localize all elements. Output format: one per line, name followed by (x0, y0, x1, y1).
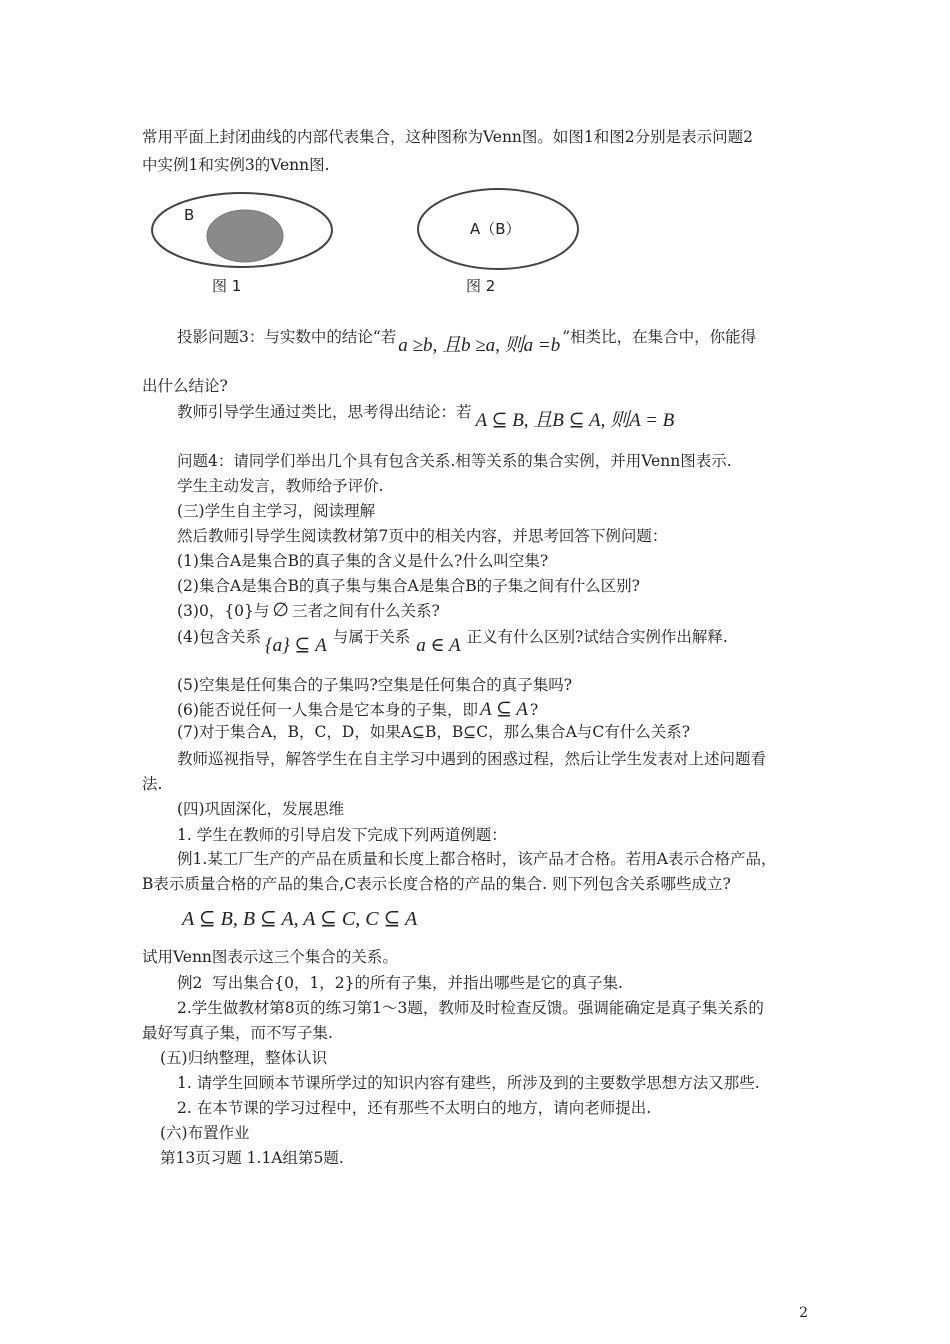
fig1-caption: 图 1 (212, 277, 242, 295)
section-3-heading: (三)学生自主学习，阅读理解 (177, 502, 376, 520)
question3-formula: a ≥b, 且b ≥a, 则a =b (398, 335, 561, 356)
teacher-tour-line-1: 教师巡视指导，解答学生在自主学习中遇到的困惑过程，然后让学生发表对上述问题看 (177, 750, 767, 768)
fig2-caption: 图 2 (466, 277, 496, 295)
question-item-4 (177, 627, 728, 656)
section-6-heading: (六)布置作业 (160, 1124, 250, 1142)
question3-line-1 (177, 327, 757, 356)
intro-line-2: 中实例1和实例3的Venn图. (142, 156, 330, 174)
question-item-2: (2)集合A是集合B的真子集与集合A是集合B的子集之间有什么区别? (177, 577, 640, 595)
question-item-6-text: (6)能否说任何一人集合是它本身的子集，即 (177, 701, 478, 719)
fig2-label-ab: A（B） (470, 220, 521, 238)
question3-text-before: 投影问题3：与实数中的结论“若 (177, 328, 397, 346)
question-item-6 (177, 700, 538, 720)
teacher-conclusion-text: 教师引导学生通过类比，思考得出结论：若 (177, 403, 472, 421)
venn-figure-1 (148, 190, 338, 272)
teacher-conclusion-formula: A ⊆ B, 且B ⊆ A, 则A = B (475, 410, 675, 431)
self-subset-formula: A ⊆ A (479, 699, 528, 720)
page-number: 2 (799, 1305, 808, 1321)
reading-instruction: 然后教师引导学生阅读教材第7页中的相关内容，并思考回答下例问题： (177, 527, 668, 545)
example-1-formula: A ⊆ B, B ⊆ A, A ⊆ C, C ⊆ A (182, 908, 418, 930)
venn-set-a-shaded (207, 210, 283, 262)
question-item-3-text-end: 三者之间有什么关系? (291, 602, 440, 620)
question-item-1: (1)集合A是集合B的真子集的含义是什么?什么叫空集? (177, 552, 549, 570)
fig1-label-b: B (184, 206, 195, 224)
homework: 第13页习题 1.1A组第5题. (160, 1149, 344, 1167)
question3-line-2: 出什么结论? (142, 377, 228, 395)
question-item-7: (7)对于集合A，B，C，D，如果A⊆B，B⊆C，那么集合A与C有什么关系? (177, 723, 691, 741)
practice-line-2: 最好写真子集，而不写子集. (142, 1024, 333, 1042)
venn-instruction: 试用Venn图表示这三个集合的关系。 (142, 948, 398, 966)
intro-line-1: 常用平面上封闭曲线的内部代表集合，这种图称为Venn图。如图1和图2分别是表示问题2 (142, 128, 753, 146)
practice-line-1: 2.学生做教材第8页的练习第1～3题，教师及时检查反馈。强调能确定是真子集关系的 (177, 999, 764, 1017)
summary-item-1: 1. 请学生回顾本节课所学过的知识内容有建些，所涉及到的主要数学思想方法又那些. (177, 1074, 760, 1092)
question-item-4-text-end: 正义有什么区别?试结合实例作出解释. (466, 628, 728, 646)
teacher-conclusion (177, 402, 675, 431)
question-item-3 (177, 601, 440, 621)
element-formula: a ∈ A (416, 635, 461, 656)
teacher-tour-line-2: 法. (142, 775, 163, 793)
venn-figure-2 (414, 184, 586, 274)
example-2: 例2 写出集合{0，1，2}的所有子集，并指出哪些是它的真子集. (177, 974, 623, 992)
question-item-5: (5)空集是任何集合的子集吗?空集是任何集合的真子集吗? (177, 676, 573, 694)
example-1-line-1: 例1.某工厂生产的产品在质量和长度上都合格时，该产品才合格。若用A表示合格产品， (177, 850, 777, 868)
section-4-heading: (四)巩固深化，发展思维 (177, 800, 345, 818)
question-item-4-text-mid: 与属于关系 (332, 628, 411, 646)
summary-item-2: 2. 在本节课的学习过程中，还有那些不太明白的地方，请向老师提出. (177, 1099, 652, 1117)
question-item-6-text-end: ? (529, 701, 539, 719)
example-intro: 1. 学生在教师的引导启发下完成下列两道例题： (177, 826, 507, 844)
empty-set-symbol: ∅ (272, 600, 289, 621)
section-5-heading: (五)归纳整理，整体认识 (160, 1049, 328, 1067)
subset-formula: {a} ⊆ A (264, 635, 327, 656)
student-speak: 学生主动发言，教师给予评价. (177, 477, 384, 495)
example-1-line-2: B表示质量合格的产品的集合,C表示长度合格的产品的集合. 则下列包含关系哪些成立? (142, 875, 731, 893)
question4: 问题4：请同学们举出几个具有包含关系.相等关系的集合实例，并用Venn图表示. (177, 452, 732, 470)
question-item-3-text: (3)0，{0}与 (177, 602, 270, 620)
question3-text-after: ”相类比，在集合中，你能得 (562, 328, 757, 346)
question-item-4-text: (4)包含关系 (177, 628, 261, 646)
